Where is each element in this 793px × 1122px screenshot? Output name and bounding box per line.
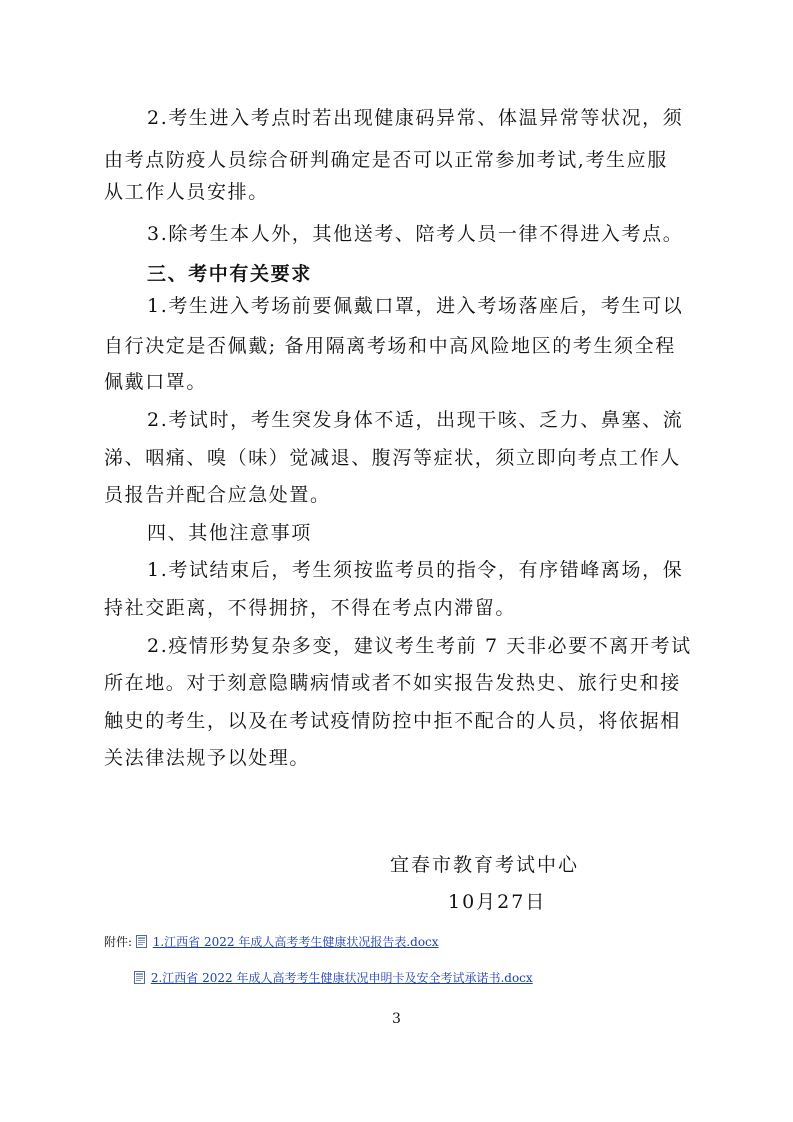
document-icon xyxy=(134,971,145,984)
attachment-link-2[interactable]: 2.江西省 2022 年成人高考考生健康状况申明卡及安全考试承诺书.docx xyxy=(150,971,533,985)
attachment-row xyxy=(104,934,439,950)
signature-organization: 宜春市教育考试中心 xyxy=(390,854,580,876)
text-line: 自行决定是否佩戴; 备用隔离考场和中高风险地区的考生须全程 xyxy=(104,335,676,357)
attachment-link-1[interactable]: 1.江西省 2022 年成人高考考生健康状况报告表.docx xyxy=(152,935,439,949)
text-line: 持社交距离，不得拥挤，不得在考点内滞留。 xyxy=(104,597,517,619)
text-line: 涕、咽痛、嗅（味）觉减退、腹泻等症状，须立即向考点工作人 xyxy=(104,447,681,469)
text-line: 1.考试结束后，考生须按监考员的指令，有序错峰离场，保 xyxy=(147,559,684,581)
text-line: 2.考试时，考生突发身体不适，出现干咳、乏力、鼻塞、流 xyxy=(147,409,684,431)
text-line: 从工作人员安排。 xyxy=(104,181,269,203)
section-heading: 四、其他注意事项 xyxy=(147,522,312,544)
text-line: 1.考生进入考场前要佩戴口罩，进入考场落座后，考生可以 xyxy=(147,295,684,317)
text-line: 触史的考生，以及在考试疫情防控中拒不配合的人员，将依据相 xyxy=(104,710,681,732)
attachment-label: 附件: xyxy=(104,935,133,949)
signature-date: 10月27日 xyxy=(448,891,547,913)
text-line: 2.考生进入考点时若出现健康码异常、体温异常等状况，须 xyxy=(147,107,684,129)
text-line: 关法律法规予以处理。 xyxy=(104,747,311,769)
text-line: 佩戴口罩。 xyxy=(104,371,208,393)
section-heading: 三、考中有关要求 xyxy=(147,263,312,285)
text-line: 员报告并配合应急处置。 xyxy=(104,484,331,506)
text-line: 2.疫情形势复杂多变，建议考生考前 7 天非必要不离开考试 xyxy=(147,635,692,657)
text-line: 3.除考生本人外，其他送考、陪考人员一律不得进入考点。 xyxy=(147,223,684,245)
attachment-row xyxy=(134,970,533,986)
document-icon xyxy=(136,935,147,948)
page-number: 3 xyxy=(392,1011,401,1027)
text-line: 所在地。对于刻意隐瞒病情或者不如实报告发热史、旅行史和接 xyxy=(104,672,681,694)
text-line: 由考点防疫人员综合研判确定是否可以正常参加考试,考生应服 xyxy=(104,149,668,171)
